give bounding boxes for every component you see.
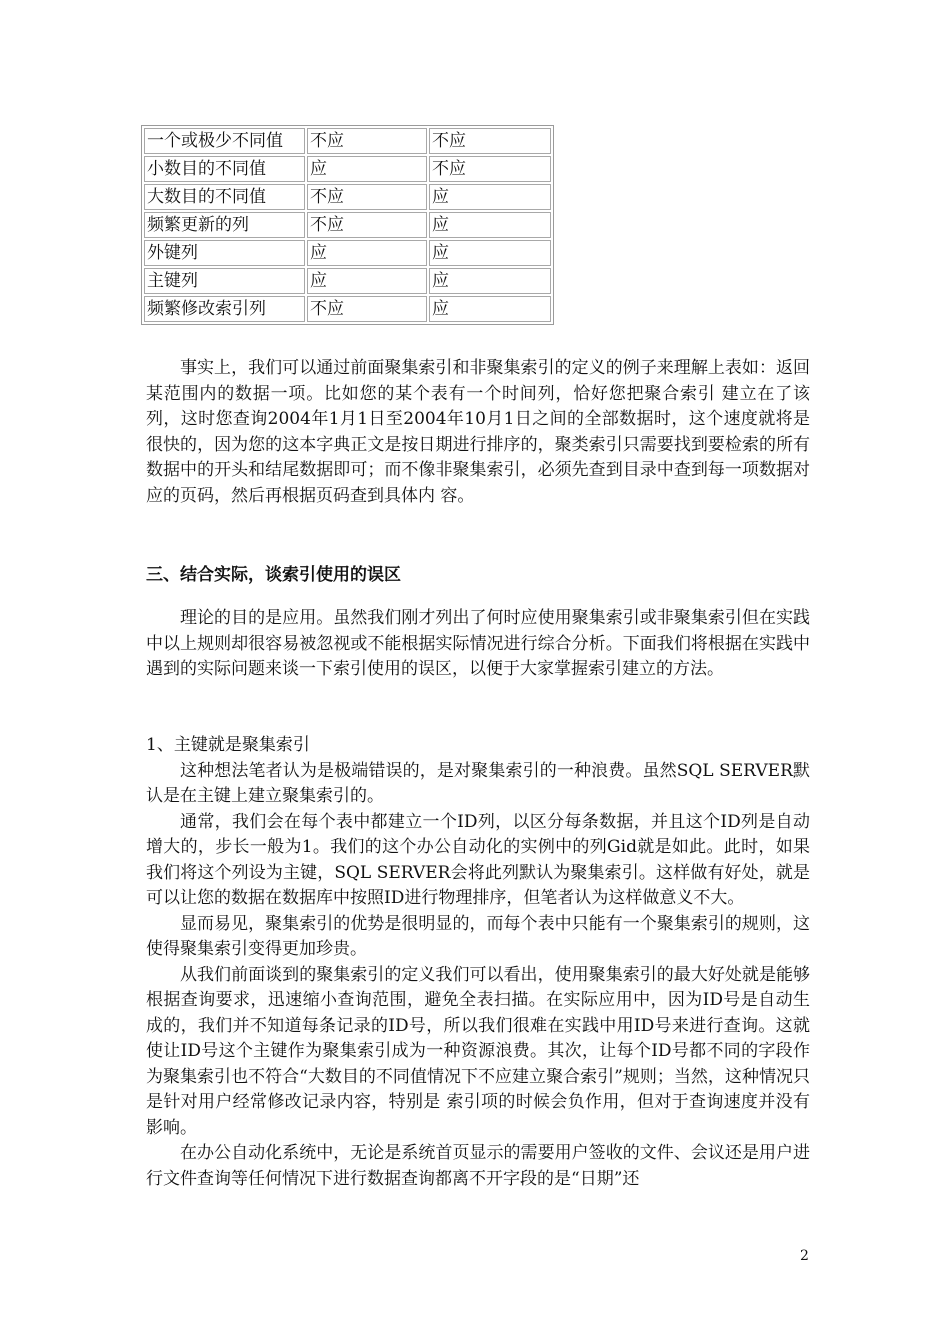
table-row: [144, 128, 551, 154]
table-cell: 应: [429, 240, 551, 266]
table-cell: 应: [307, 156, 427, 182]
table-cell: 频繁修改索引列: [144, 296, 305, 322]
paragraph-range-example: [146, 356, 810, 509]
paragraph-intro: [146, 606, 810, 683]
table-cell: 一个或极少不同值: [144, 128, 305, 154]
table-row: [144, 240, 551, 266]
table-cell: 应: [429, 184, 551, 210]
paragraph: 在办公自动化系统中，无论是系统首页显示的需要用户签收的文件、会议还是用户进行文件查询等任何情况下进行数据查询都离不开字段的是“日期”还: [146, 1143, 810, 1189]
table-row: [144, 156, 551, 182]
table-cell: 大数目的不同值: [144, 184, 305, 210]
table-row: [144, 184, 551, 210]
table-cell: 不应: [307, 128, 427, 154]
paragraph: 理论的目的是应用。虽然我们刚才列出了何时应使用聚集索引或非聚集索引但在实践中以上规则却很容易被忽视或不能根据实际情况进行综合分析。下面我们将根据在实践中遇到的实际问题来谈一下索引使用的误区，以便于大家掌握索引建立的方法。: [146, 608, 810, 679]
index-usage-table: [141, 125, 554, 325]
page-number: 2: [800, 1248, 809, 1264]
table-cell: 应: [429, 268, 551, 294]
table-cell: 不应: [307, 296, 427, 322]
table-cell: 应: [307, 240, 427, 266]
paragraph: 这种想法笔者认为是极端错误的，是对聚集索引的一种浪费。虽然SQL SERVER默认是在主键上建立聚集索引的。: [146, 760, 810, 806]
paragraph: 从我们前面谈到的聚集索引的定义我们可以看出，使用聚集索引的最大好处就是能够根据查询要求，迅速缩小查询范围，避免全表扫描。在实际应用中，因为ID号是自动生成的，我们并不知道每条记录的ID号，所以我们很难在实践中用ID号来进行查询。这就使让ID号这个主键作为聚集索引成为一种资源浪费。其次，让每个ID号都不同的字段作为聚集索引也不符合“大数目的不同值情况下不应建立聚合索引”规则；当然，这种情况只是针对用户经常修改记录内容，特别是 索引项的时候会负作用，但对于查询速度并没有影响。: [146, 964, 810, 1138]
table-cell: 应: [307, 268, 427, 294]
table-row: [144, 268, 551, 294]
paragraph: 事实上，我们可以通过前面聚集索引和非聚集索引的定义的例子来理解上表如：返回某范围内的数据一项。比如您的某个表有一个时间列，恰好您把聚合索引 建立在了该列，这时您查询2004年1月1日至2004年10月1日之间的全部数据时，这个速度就将是很快的，因为您的这本字典正文是按日期进行排序的，聚类索引只需要找到要检索的所有数据中的开头和结尾数据即可；而不像非聚集索引，必须先查到目录中查到每一项数据对应的页码，然后再根据页码查到具体内 容。: [146, 358, 810, 506]
paragraph: 通常，我们会在每个表中都建立一个ID列，以区分每条数据，并且这个ID列是自动增大的，步长一般为1。我们的这个办公自动化的实例中的列Gid就是如此。此时，如果我们将这个列设为主键，SQL SERVER会将此列默认为聚集索引。这样做有好处，就是可以让您的数据在数据库中按照ID进行物理排序，但笔者认为这样做意义不大。: [146, 811, 810, 908]
table-cell: 外键列: [144, 240, 305, 266]
table-cell: 频繁更新的列: [144, 212, 305, 238]
paragraph: 显而易见，聚集索引的优势是很明显的，而每个表中只能有一个聚集索引的规则，这使得聚集索引变得更加珍贵。: [146, 913, 810, 959]
table-cell: 不应: [307, 212, 427, 238]
table-row: [144, 212, 551, 238]
table-cell: 应: [429, 296, 551, 322]
table-cell: 主键列: [144, 268, 305, 294]
table-cell: 不应: [307, 184, 427, 210]
table-row: [144, 296, 551, 322]
table-cell: 应: [429, 212, 551, 238]
table-cell: 小数目的不同值: [144, 156, 305, 182]
section-heading: 三、结合实际，谈索引使用的误区: [146, 565, 401, 585]
subsection-primary-key: [146, 733, 810, 1192]
table-cell: 不应: [429, 156, 551, 182]
table-cell: 不应: [429, 128, 551, 154]
sub-heading: 1、主键就是聚集索引: [146, 735, 310, 755]
